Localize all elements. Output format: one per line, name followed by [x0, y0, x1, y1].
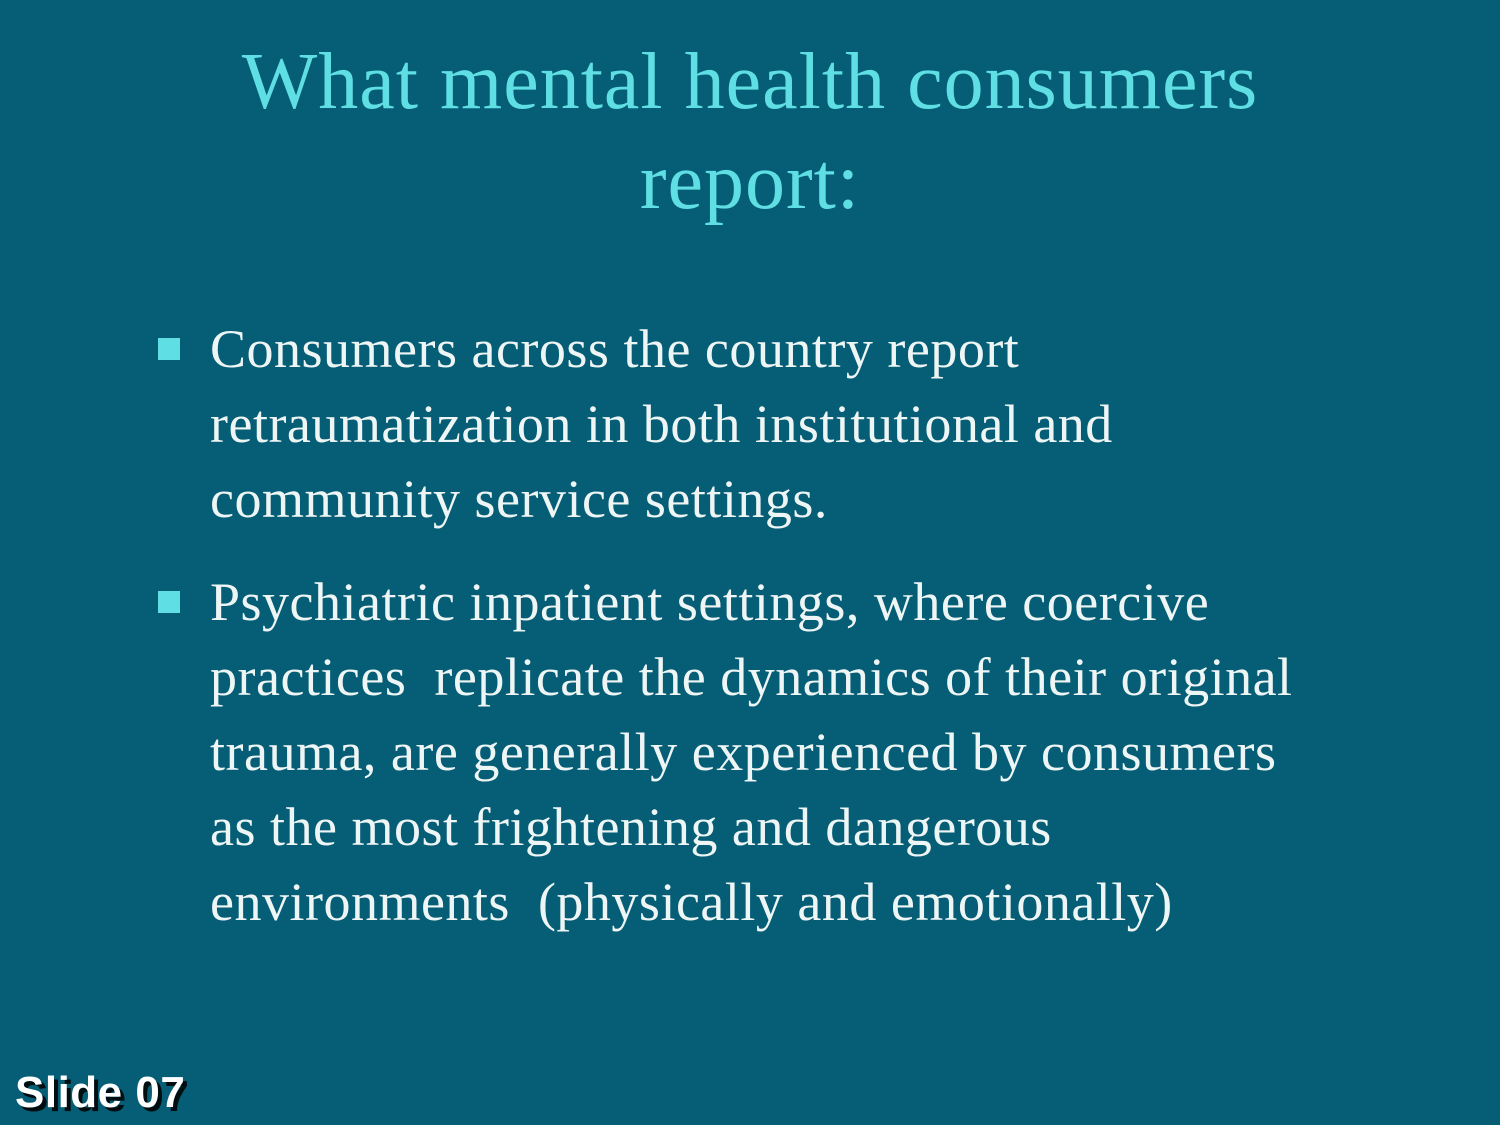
bullet-text-line: as the most frightening and dangerous [210, 797, 1052, 857]
bullet-text-line: Consumers across the country report [210, 319, 1020, 379]
bullet-text-line: practices replicate the dynamics of their original [210, 647, 1293, 707]
slide-title-line-2: report: [639, 138, 861, 226]
bullet-text-line: community service settings. [210, 469, 828, 529]
bullet-text-line: environments (physically and emotionally) [210, 872, 1173, 932]
bullet-item [158, 565, 1360, 940]
bullet-text-line: Psychiatric inpatient settings, where coercive [210, 572, 1210, 632]
square-bullet-icon [158, 338, 180, 360]
bullet-list [158, 312, 1360, 968]
bullet-text-line: trauma, are generally experienced by consumers [210, 722, 1277, 782]
slide-number: Slide 07 [15, 1068, 186, 1117]
bullet-item [158, 312, 1360, 537]
slide-title-line-1: What mental health consumers [241, 38, 1259, 126]
bullet-text [210, 565, 1293, 940]
slide-title [0, 32, 1500, 232]
bullet-text [210, 312, 1113, 537]
square-bullet-icon [158, 591, 180, 613]
bullet-text-line: retraumatization in both institutional and [210, 394, 1113, 454]
